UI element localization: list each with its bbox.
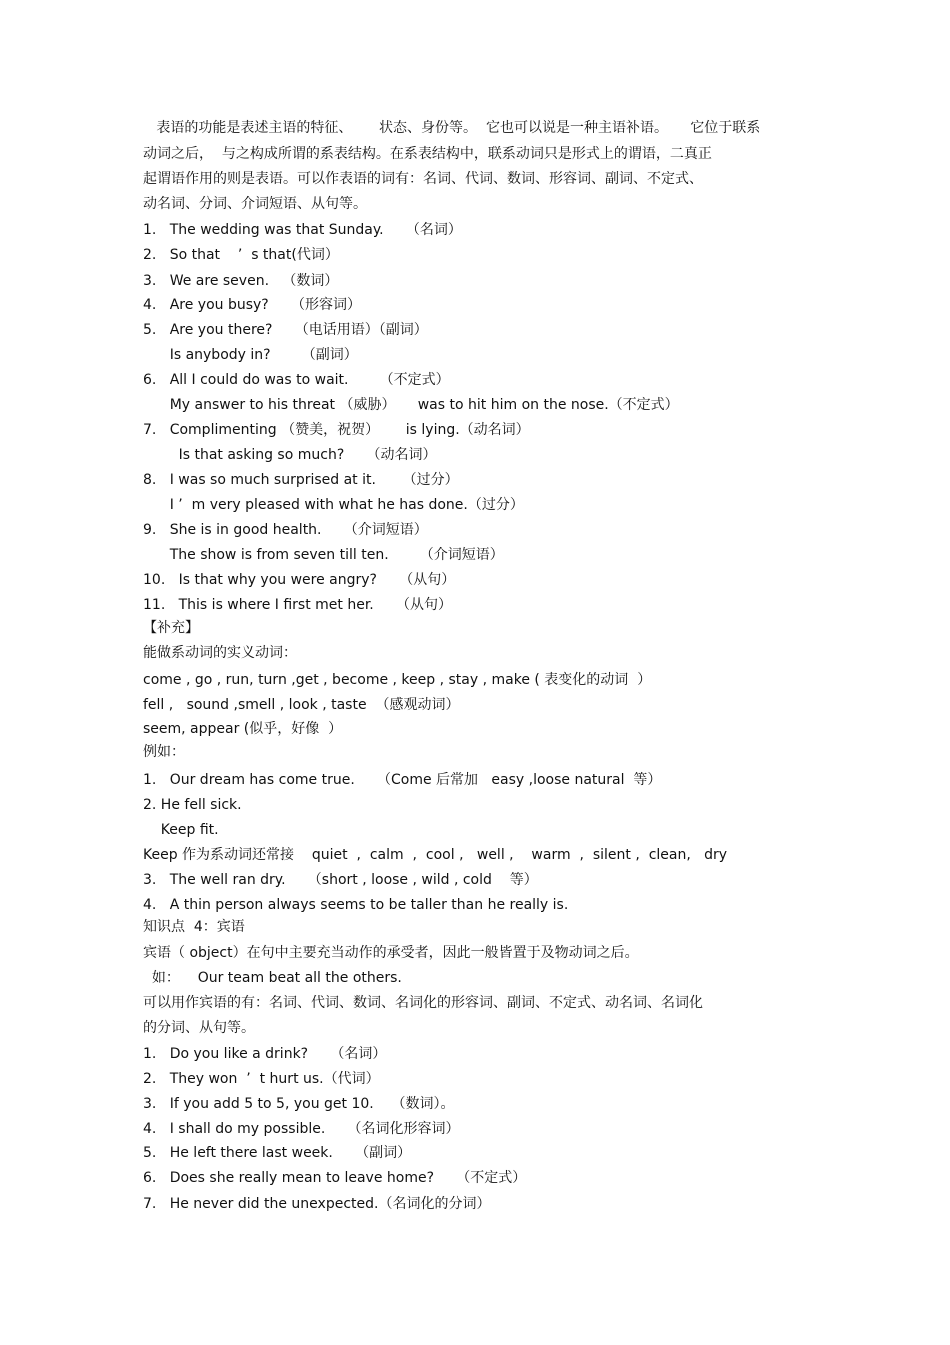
example-line: 6. Does she really mean to leave home? （不定式）: [143, 1170, 527, 1186]
example-line: My answer to his threat （威胁） was to hit him on the nose.（不定式）: [143, 397, 679, 413]
text-line: seem, appear (似乎，好像 ）: [143, 721, 343, 737]
text-line: 宾语（ object）在句中主要充当动作的承受者，因此一般皆置于及物动词之后。: [143, 945, 639, 961]
intro-line-2: 动词之后， 与之构成所谓的系表结构。在系表结构中，联系动词只是形式上的谓语，二真正: [143, 146, 712, 162]
example-line: 4. I shall do my possible. （名词化形容词）: [143, 1121, 460, 1137]
example-line: 6. All I could do was to wait. （不定式）: [143, 372, 450, 388]
text-line: 如： Our team beat all the others.: [143, 970, 402, 986]
intro-line-3: 起谓语作用的则是表语。可以作表语的词有：名词、代词、数词、形容词、副词、不定式、: [143, 171, 703, 187]
example-line: 8. I was so much surprised at it. （过分）: [143, 472, 459, 488]
text-line: 的分词、从句等。: [143, 1020, 255, 1036]
example-line: 3. If you add 5 to 5, you get 10. （数词）。: [143, 1096, 455, 1112]
example-line: 5. Are you there? （电话用语）（副词）: [143, 322, 428, 338]
example-line: Is anybody in? （副词）: [143, 347, 358, 363]
example-line: 1. Our dream has come true. （Come 后常加 easy ,loose natural 等）: [143, 772, 662, 788]
example-line: 9. She is in good health. （介词短语）: [143, 522, 428, 538]
section-heading: 【补充】: [143, 620, 199, 636]
example-line: 2. They won ’ t hurt us.（代词）: [143, 1071, 380, 1087]
example-line: 5. He left there last week. （副词）: [143, 1145, 412, 1161]
intro-line-1: 表语的功能是表述主语的特征、 状态、身份等。 它也可以说是一种主语补语。 它位于联系: [143, 120, 761, 136]
example-line: 10. Is that why you were angry? （从句）: [143, 572, 456, 588]
example-line: I ’ m very pleased with what he has done.（过分）: [143, 497, 524, 513]
example-line: 1. Do you like a drink? （名词）: [143, 1046, 387, 1062]
example-line: 3. We are seven. （数词）: [143, 273, 339, 289]
example-line: Keep fit.: [143, 822, 219, 838]
example-line: The show is from seven till ten. （介词短语）: [143, 547, 504, 563]
intro-line-4: 动名词、分词、介词短语、从句等。: [143, 196, 367, 212]
example-line: Is that asking so much? （动名词）: [143, 447, 437, 463]
text-line: 可以用作宾语的有：名词、代词、数词、名词化的形容词、副词、不定式、动名词、名词化: [143, 995, 703, 1011]
example-line: 4. A thin person always seems to be taller than he really is.: [143, 897, 569, 913]
example-line: 11. This is where I first met her. （从句）: [143, 597, 452, 613]
section-heading: 知识点 4：宾语: [143, 919, 245, 935]
text-line: fell , sound ,smell , look , taste （感观动词）: [143, 697, 460, 713]
text-line: come , go , run, turn ,get , become , keep , stay , make ( 表变化的动词 ）: [143, 672, 652, 688]
example-line: 1. The wedding was that Sunday. （名词）: [143, 222, 462, 238]
text-line: 能做系动词的实义动词：: [143, 645, 297, 661]
example-line: 7. Complimenting （赞美，祝贺） is lying.（动名词）: [143, 422, 530, 438]
example-line: 2. He fell sick.: [143, 797, 242, 813]
example-line: 7. He never did the unexpected.（名词化的分词）: [143, 1196, 491, 1212]
text-line: 例如：: [143, 744, 185, 760]
text-line: Keep 作为系动词还常接 quiet , calm , cool , well , warm , silent , clean, dry: [143, 847, 728, 863]
example-line: 3. The well ran dry. （short , loose , wild , cold 等）: [143, 872, 538, 888]
example-line: 2. So that ’ s that(代词）: [143, 247, 339, 263]
example-line: 4. Are you busy? （形容词）: [143, 297, 361, 313]
